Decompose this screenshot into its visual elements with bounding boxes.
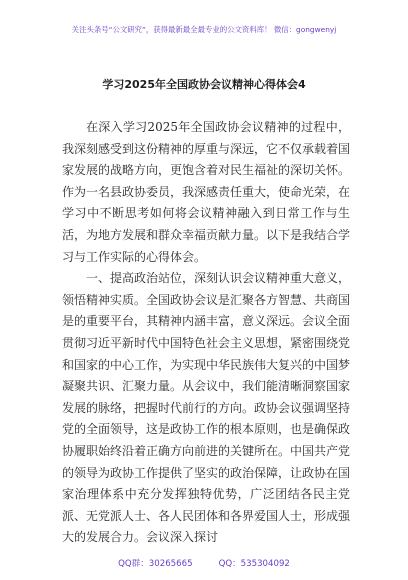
document-title: 学习2025年全国政协会议精神心得体会4 (102, 78, 306, 91)
promo-banner: 关注头条号“公文研究”，获得最新最全最专业的公文资料库！ 微信：gongwenyj (71, 25, 337, 34)
body-paragraph-section-1: 一、提高政治站位，深刻认识会议精神重大意义，领悟精神实质。全国政协会议是汇聚各方智慧、共商国是的重要平台，其精神内涵丰富，意义深远。会议全面贯彻习近平新时代中国特色社会主义思想，紧密围绕党和国家的中心工作，为实现中华民族伟大复兴的中国梦凝聚共识、汇聚力量。从会议中，我们能清晰洞察国家发展的脉络，把握时代前行的方向。政协会议强调坚持党的全面领导，这是政协工作的根本原则，也是确保政协履职始终沿着正确方向前进的关键所在。中国共产党的领导为政协工作提供了坚实的政治保障，让政协在国家治理体系中充分发挥独特优势，广泛团结各民主党派、无党派人士、各人民团体和各界爱国人士，形成强大的发展合力。会议深入探讨 (62, 271, 351, 545)
body-paragraph-intro: 在深入学习2025年全国政协会议精神的过程中，我深刻感受到这份精神的厚重与深远，它不仅承载着国家发展的战略方向，更饱含着对民生福祉的深切关怀。作为一名县政协委员，我深感责任重大，使命光荣，在学习中不断思考如何将会议精神融入到日常工作与生活，为地方发展和群众幸福贡献力量。以下是我结合学习与工作实际的心得体会。 (62, 120, 351, 264)
document-body (62, 117, 350, 549)
qq-group-number: QQ群：30265665 (118, 559, 193, 569)
contact-footer (0, 557, 408, 569)
qq-contact-number: QQ：535304092 (218, 559, 290, 569)
